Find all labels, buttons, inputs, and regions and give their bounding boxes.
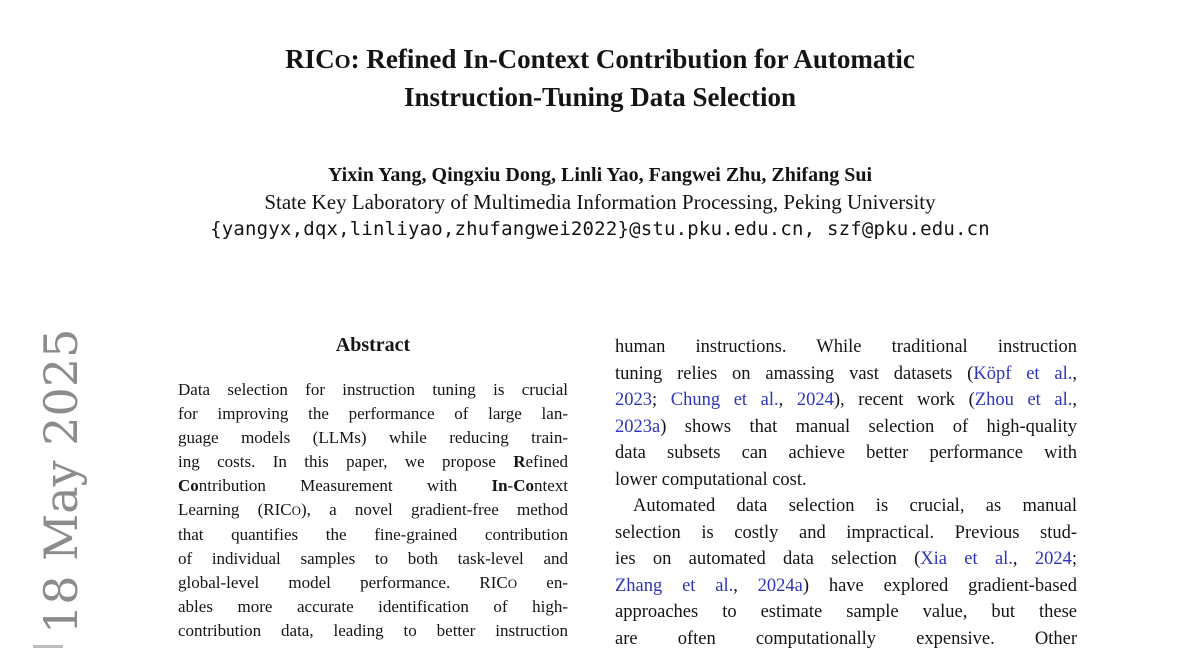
- affiliation: State Key Laboratory of Multimedia Information Processing, Peking University: [0, 190, 1200, 214]
- text-segment: ;: [1072, 549, 1077, 569]
- paper-title: [0, 42, 1200, 115]
- text-segment: ,: [1072, 390, 1077, 410]
- text-segment: that quantifies the fine-grained contribution: [178, 525, 568, 544]
- text-segment: ,: [779, 390, 797, 410]
- arxiv-date-watermark: 18 May 2025: [33, 329, 89, 634]
- text-segment: lower computational cost.: [615, 470, 807, 490]
- text-line: [615, 520, 1077, 547]
- text-line: [615, 573, 1077, 600]
- text-line: [615, 361, 1077, 388]
- citation-link[interactable]: Köpf et al.: [973, 364, 1072, 384]
- text-line: [178, 571, 568, 595]
- abstract-body: [178, 378, 568, 643]
- abstract-section: [178, 333, 568, 357]
- text-segment: -: [508, 476, 514, 495]
- text-segment: Automated data selection is crucial, as manual: [633, 496, 1077, 516]
- text-segment: ing costs. In this paper, we propose: [178, 452, 513, 471]
- text-segment: are often computationally expensive. Other: [615, 629, 1077, 649]
- citation-link[interactable]: 2023: [615, 390, 652, 410]
- text-line: [615, 334, 1077, 361]
- text-segment: human instructions. While traditional instruction: [615, 337, 1077, 357]
- text-segment: ,: [1072, 364, 1077, 384]
- text-line: [615, 387, 1077, 414]
- text-segment: data subsets can achieve better performance with: [615, 443, 1077, 463]
- text-segment: approaches to estimate sample value, but these: [615, 602, 1077, 622]
- text-line: [178, 402, 568, 426]
- text-line: [615, 626, 1077, 652]
- text-segment: ntext: [534, 476, 568, 495]
- citation-link[interactable]: 2023a: [615, 417, 660, 437]
- text-segment: O: [335, 51, 351, 73]
- text-line: [178, 619, 568, 643]
- text-segment: global-level model performance. RIC: [178, 573, 508, 592]
- text-segment: Learning (RIC: [178, 500, 292, 519]
- text-segment: Co: [178, 476, 199, 495]
- citation-link[interactable]: Chung et al.: [671, 390, 779, 410]
- text-segment: R: [513, 452, 525, 471]
- text-line: [178, 426, 568, 450]
- text-segment: ables more accurate identification of high-: [178, 597, 568, 616]
- text-segment: : Refined In-Context Contribution for Automatic: [351, 44, 915, 74]
- citation-link[interactable]: 2024: [1035, 549, 1072, 569]
- citation-link[interactable]: 2024a: [758, 576, 803, 596]
- text-segment: for improving the performance of large lan-: [178, 404, 568, 423]
- text-segment: O: [292, 503, 301, 518]
- text-segment: ;: [652, 390, 671, 410]
- citation-link[interactable]: Xia et al.: [920, 549, 1013, 569]
- text-segment: In: [491, 476, 507, 495]
- text-segment: contribution data, leading to better instruction: [178, 621, 568, 640]
- text-line: [615, 467, 1077, 494]
- text-line: [178, 474, 568, 498]
- text-segment: RIC: [285, 44, 335, 74]
- text-segment: ) have explored gradient-based: [803, 576, 1077, 596]
- text-line: [615, 599, 1077, 626]
- text-segment: ), a novel gradient-free method: [301, 500, 568, 519]
- text-segment: tuning relies on amassing vast datasets (: [615, 364, 973, 384]
- text-line: [178, 450, 568, 474]
- text-segment: efined: [526, 452, 568, 471]
- text-segment: selection is costly and impractical. Previous stud-: [615, 523, 1077, 543]
- text-line: [615, 414, 1077, 441]
- text-segment: Co: [513, 476, 534, 495]
- citation-link[interactable]: 2024: [797, 390, 834, 410]
- text-line: [178, 498, 568, 522]
- text-line: [178, 378, 568, 402]
- introduction-column: [615, 334, 1077, 652]
- author-list: Yixin Yang, Qingxiu Dong, Linli Yao, Fangwei Zhu, Zhifang Sui: [0, 163, 1200, 187]
- text-line: [615, 440, 1077, 467]
- text-line: [615, 493, 1077, 520]
- author-emails: {yangyx,dqx,linliyao,zhufangwei2022}@stu.pku.edu.cn, szf@pku.edu.cn: [0, 217, 1200, 241]
- citation-link[interactable]: Zhang et al.: [615, 576, 733, 596]
- text-segment: guage models (LLMs) while reducing train-: [178, 428, 568, 447]
- text-segment: ), recent work (: [834, 390, 975, 410]
- text-segment: en-: [517, 573, 568, 592]
- text-line: [178, 595, 568, 619]
- text-segment: ) shows that manual selection of high-quality: [660, 417, 1077, 437]
- paper-title-line2: Instruction-Tuning Data Selection: [0, 80, 1200, 115]
- citation-link[interactable]: Zhou et al.: [975, 390, 1073, 410]
- text-segment: ies on automated data selection (: [615, 549, 920, 569]
- text-segment: Data selection for instruction tuning is crucial: [178, 380, 568, 399]
- text-segment: ,: [1013, 549, 1035, 569]
- abstract-heading: Abstract: [178, 333, 568, 357]
- paper-title-line1: [0, 42, 1200, 80]
- text-segment: of individual samples to both task-level and: [178, 549, 568, 568]
- text-line: [178, 523, 568, 547]
- text-segment: ntribution Measurement with: [199, 476, 492, 495]
- text-line: [615, 546, 1077, 573]
- text-segment: O: [508, 576, 517, 591]
- text-line: [178, 547, 568, 571]
- text-segment: ,: [733, 576, 757, 596]
